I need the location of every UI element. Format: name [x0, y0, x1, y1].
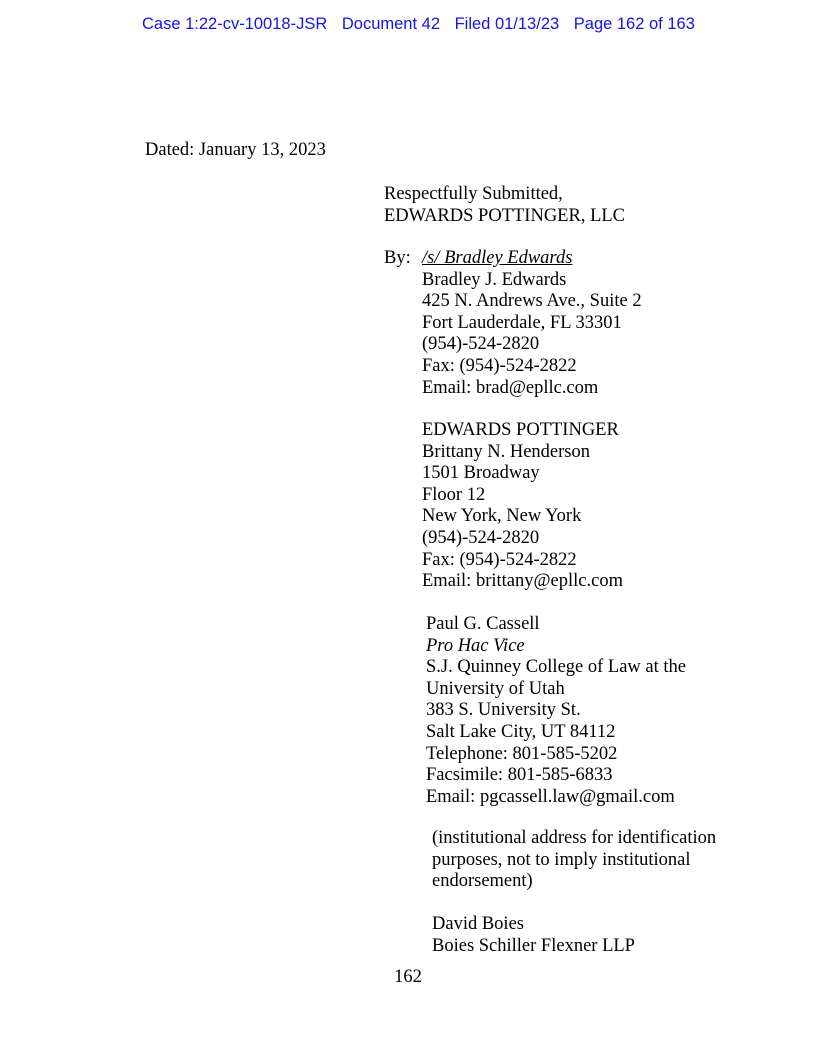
- institution-line-1: S.J. Quinney College of Law at the: [426, 657, 686, 678]
- cassell-block: [426, 614, 686, 808]
- street-address: 1501 Broadway: [422, 463, 540, 484]
- by-label: By:: [384, 248, 411, 268]
- attorney-name: Bradley J. Edwards: [422, 269, 567, 290]
- telephone: Telephone: 801-585-5202: [426, 743, 618, 764]
- floor: Floor 12: [422, 484, 486, 505]
- firm-name: EDWARDS POTTINGER: [422, 420, 619, 440]
- city-state-zip: Fort Lauderdale, FL 33301: [422, 312, 622, 333]
- attorney-name: Paul G. Cassell: [426, 614, 540, 634]
- email: Email: pgcassell.law@gmail.com: [426, 786, 675, 807]
- boies-block: [432, 914, 635, 957]
- pro-hac-vice: Pro Hac Vice: [426, 635, 525, 656]
- page-count: Page 162 of 163: [573, 15, 695, 33]
- fax: Fax: (954)-524-2822: [422, 549, 577, 570]
- firm-name: EDWARDS POTTINGER, LLC: [384, 205, 626, 226]
- attorney-name: Brittany N. Henderson: [422, 441, 591, 462]
- facsimile: Facsimile: 801-585-6833: [426, 765, 613, 786]
- street-address: 383 S. University St.: [426, 700, 581, 721]
- document-number: Document 42: [341, 15, 440, 33]
- submission-block: [384, 184, 625, 227]
- institutional-note: [432, 828, 716, 893]
- note-line-2: purposes, not to imply institutional: [432, 849, 691, 870]
- ecf-header: [142, 15, 705, 34]
- fax: Fax: (954)-524-2822: [422, 355, 577, 376]
- dated-line: Dated: January 13, 2023: [145, 140, 326, 160]
- note-line-1: (institutional address for identification: [432, 828, 717, 848]
- note-line-3: endorsement): [432, 871, 533, 892]
- street-address: 425 N. Andrews Ave., Suite 2: [422, 291, 642, 312]
- email: Email: brad@epllc.com: [422, 377, 599, 398]
- firm-name: Boies Schiller Flexner LLP: [432, 935, 635, 956]
- institution-line-2: University of Utah: [426, 678, 565, 699]
- signature: /s/ Bradley Edwards: [422, 248, 573, 268]
- edwards-block: [422, 248, 642, 399]
- phone: (954)-524-2820: [422, 527, 540, 548]
- email: Email: brittany@epllc.com: [422, 571, 623, 592]
- case-number: Case 1:22-cv-10018-JSR: [142, 15, 328, 33]
- city-state: New York, New York: [422, 506, 582, 527]
- phone: (954)-524-2820: [422, 334, 540, 355]
- henderson-block: [422, 420, 623, 593]
- attorney-name: David Boies: [432, 914, 524, 934]
- city-state-zip: Salt Lake City, UT 84112: [426, 721, 616, 742]
- filed-date: Filed 01/13/23: [454, 15, 560, 33]
- page-number: 162: [394, 967, 422, 987]
- respectfully-submitted: Respectfully Submitted,: [384, 184, 563, 204]
